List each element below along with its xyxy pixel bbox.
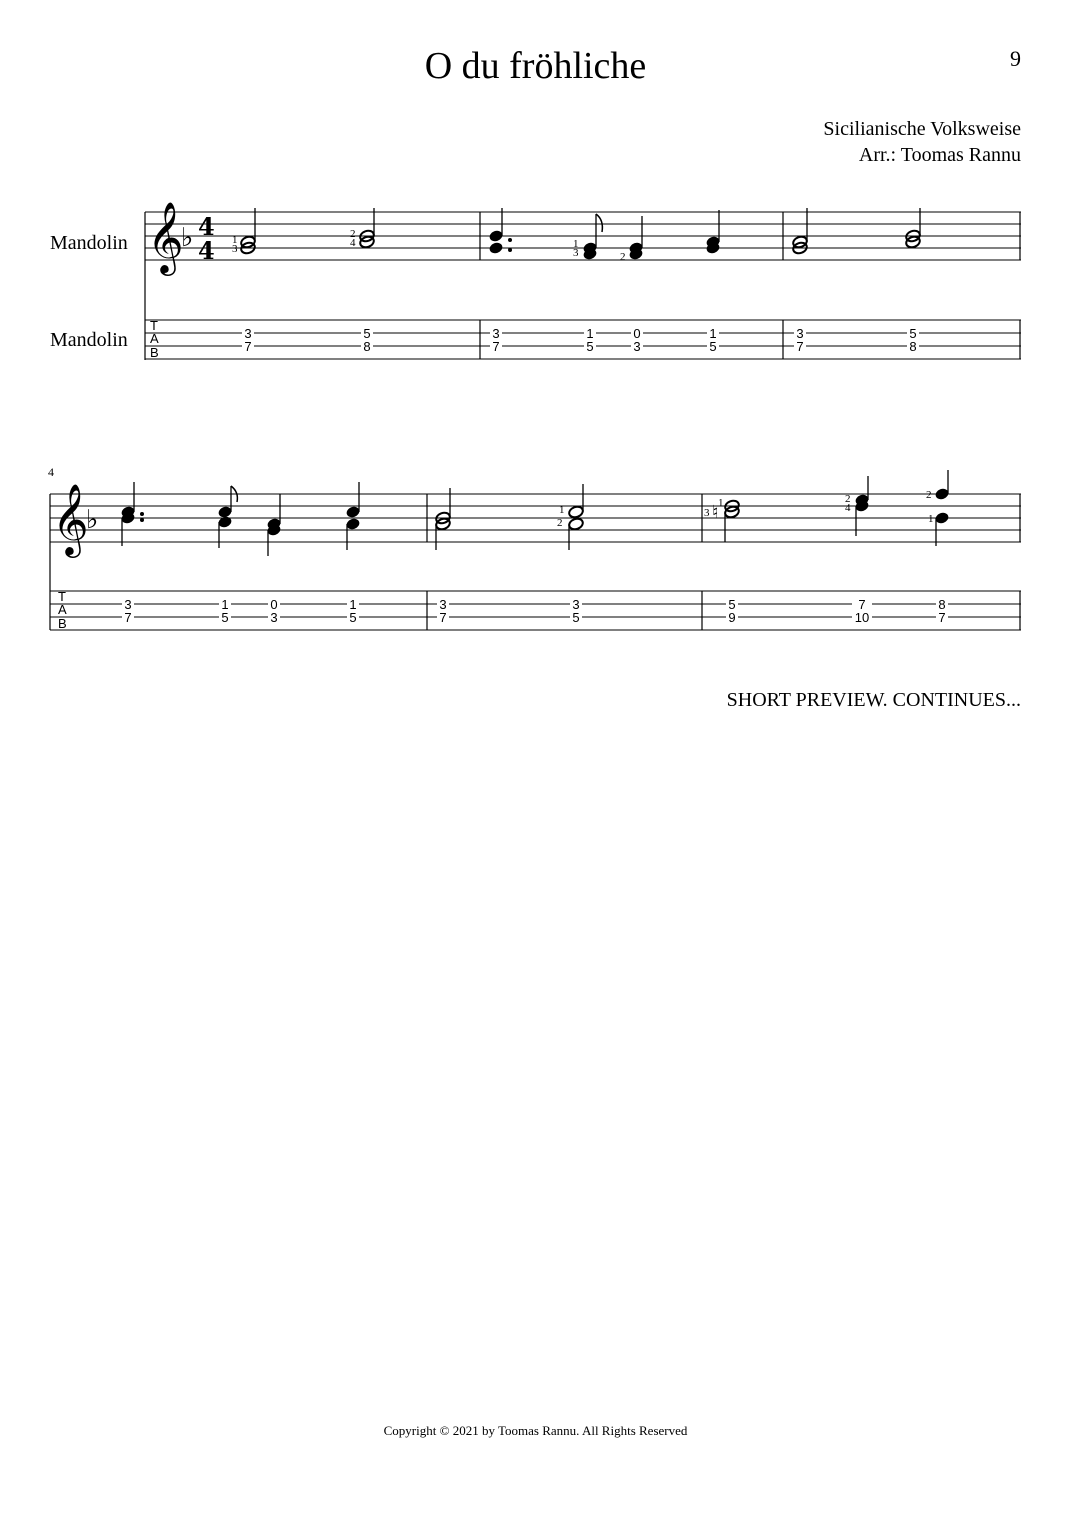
tab-fret: 3 [244,326,252,341]
tab-fret: 5 [909,326,917,341]
tab-fret: 8 [909,339,917,354]
tab-letter-b: B [150,345,159,360]
tab-fret: 7 [938,610,946,625]
staff-lines-system-2 [50,494,1021,542]
fingering-m6-n3-bottom: 1 [928,513,934,525]
fingering-m2-n2-bottom: 3 [573,247,579,259]
tab-fret: 5 [221,610,229,625]
tab-fret: 1 [349,597,357,612]
tab-fret: 1 [709,326,717,341]
tab-fret: 8 [363,339,371,354]
fingering-m5-n2-top: 1 [559,504,565,516]
tab-fret: 3 [796,326,804,341]
tab-staff-lines-system-2 [50,591,1021,630]
tab-fret: 1 [221,597,229,612]
fingering-m6-n1-bottom: 3 [704,507,710,519]
tab-fret: 7 [858,597,866,612]
barlines-tab-system-2 [427,591,1020,630]
measure-number: 4 [48,465,54,479]
barlines-tab-system-1 [480,320,1020,359]
tab-fret: 1 [586,326,594,341]
page-title: O du fröhliche [424,45,647,87]
tab-fret: 8 [938,597,946,612]
measure-2-notes [488,208,721,261]
fingering-m6-n2-top: 2 [845,493,851,505]
tab-fret: 5 [586,339,594,354]
tab-fret: 5 [349,610,357,625]
tab-fret: 5 [363,326,371,341]
fingering-m5-n2-bottom: 2 [557,517,563,529]
tab-letter-a: A [58,602,67,617]
tab-fret: 3 [492,326,500,341]
fingering-m1-n2-top: 2 [350,228,356,240]
tab-staff-lines-system-1 [145,320,1021,359]
tab-letter-a: A [150,331,159,346]
tab-fret: 10 [854,610,870,625]
composer-credit: Sicilianische Volksweise [823,118,1021,140]
tab-fret: 3 [270,610,278,625]
fingering-m6-n3-top: 2 [926,489,932,501]
tab-fret: 5 [709,339,717,354]
tab-fret: 5 [728,597,736,612]
tab-fret: 5 [572,610,580,625]
tab-fret: 3 [572,597,580,612]
system-2 [48,465,1021,631]
flat-key-signature-icon: ♭ [181,223,194,253]
treble-clef-icon: 𝄞 [147,200,184,273]
copyright-notice: Copyright © 2021 by Toomas Rannu. All Rights Reserved [383,1423,688,1438]
tab-fret: 0 [633,326,641,341]
measure-4-notes [120,482,361,556]
tab-fret: 9 [728,610,736,625]
tab-fret: 7 [124,610,132,625]
tab-fret: 7 [244,339,252,354]
preview-note: SHORT PREVIEW. CONTINUES... [726,689,1021,711]
treble-clef-icon: 𝄞 [52,482,89,555]
staff-instrument-label: Mandolin [50,232,128,254]
tab-letter-t: T [58,589,66,604]
fingering-m1-n1-bottom: 3 [232,243,238,255]
fingering-m1-n2-bottom: 4 [350,237,356,249]
tab-fret: 7 [439,610,447,625]
tab-letter-b: B [58,616,67,631]
tab-fret: 3 [439,597,447,612]
fingering-m2-n3-bottom: 2 [620,251,626,263]
staff-lines-system-1 [145,212,1021,260]
page-number: 9 [1010,46,1021,71]
tab-letter-t: T [150,318,158,333]
arranger-credit: Arr.: Toomas Rannu [858,144,1021,166]
tab-fret: 7 [492,339,500,354]
tab-instrument-label: Mandolin [50,329,128,351]
tab-fret: 0 [270,597,278,612]
flat-key-signature-icon: ♭ [86,505,99,535]
time-signature-bottom: 4 [198,236,215,265]
fingering-m6-n2-bottom: 4 [845,502,851,514]
time-signature-top: 4 [198,212,215,241]
fingering-m1-n1-top: 1 [232,234,238,246]
tab-fret: 3 [124,597,132,612]
tab-fret: 3 [633,339,641,354]
fingering-m2-n2-top: 1 [573,238,579,250]
measure-6-notes [712,470,950,546]
fingering-m6-n1-top: 1 [718,497,724,509]
tab-fret: 7 [796,339,804,354]
natural-accidental-icon: ♮ [712,502,719,523]
system-1 [145,200,1021,360]
